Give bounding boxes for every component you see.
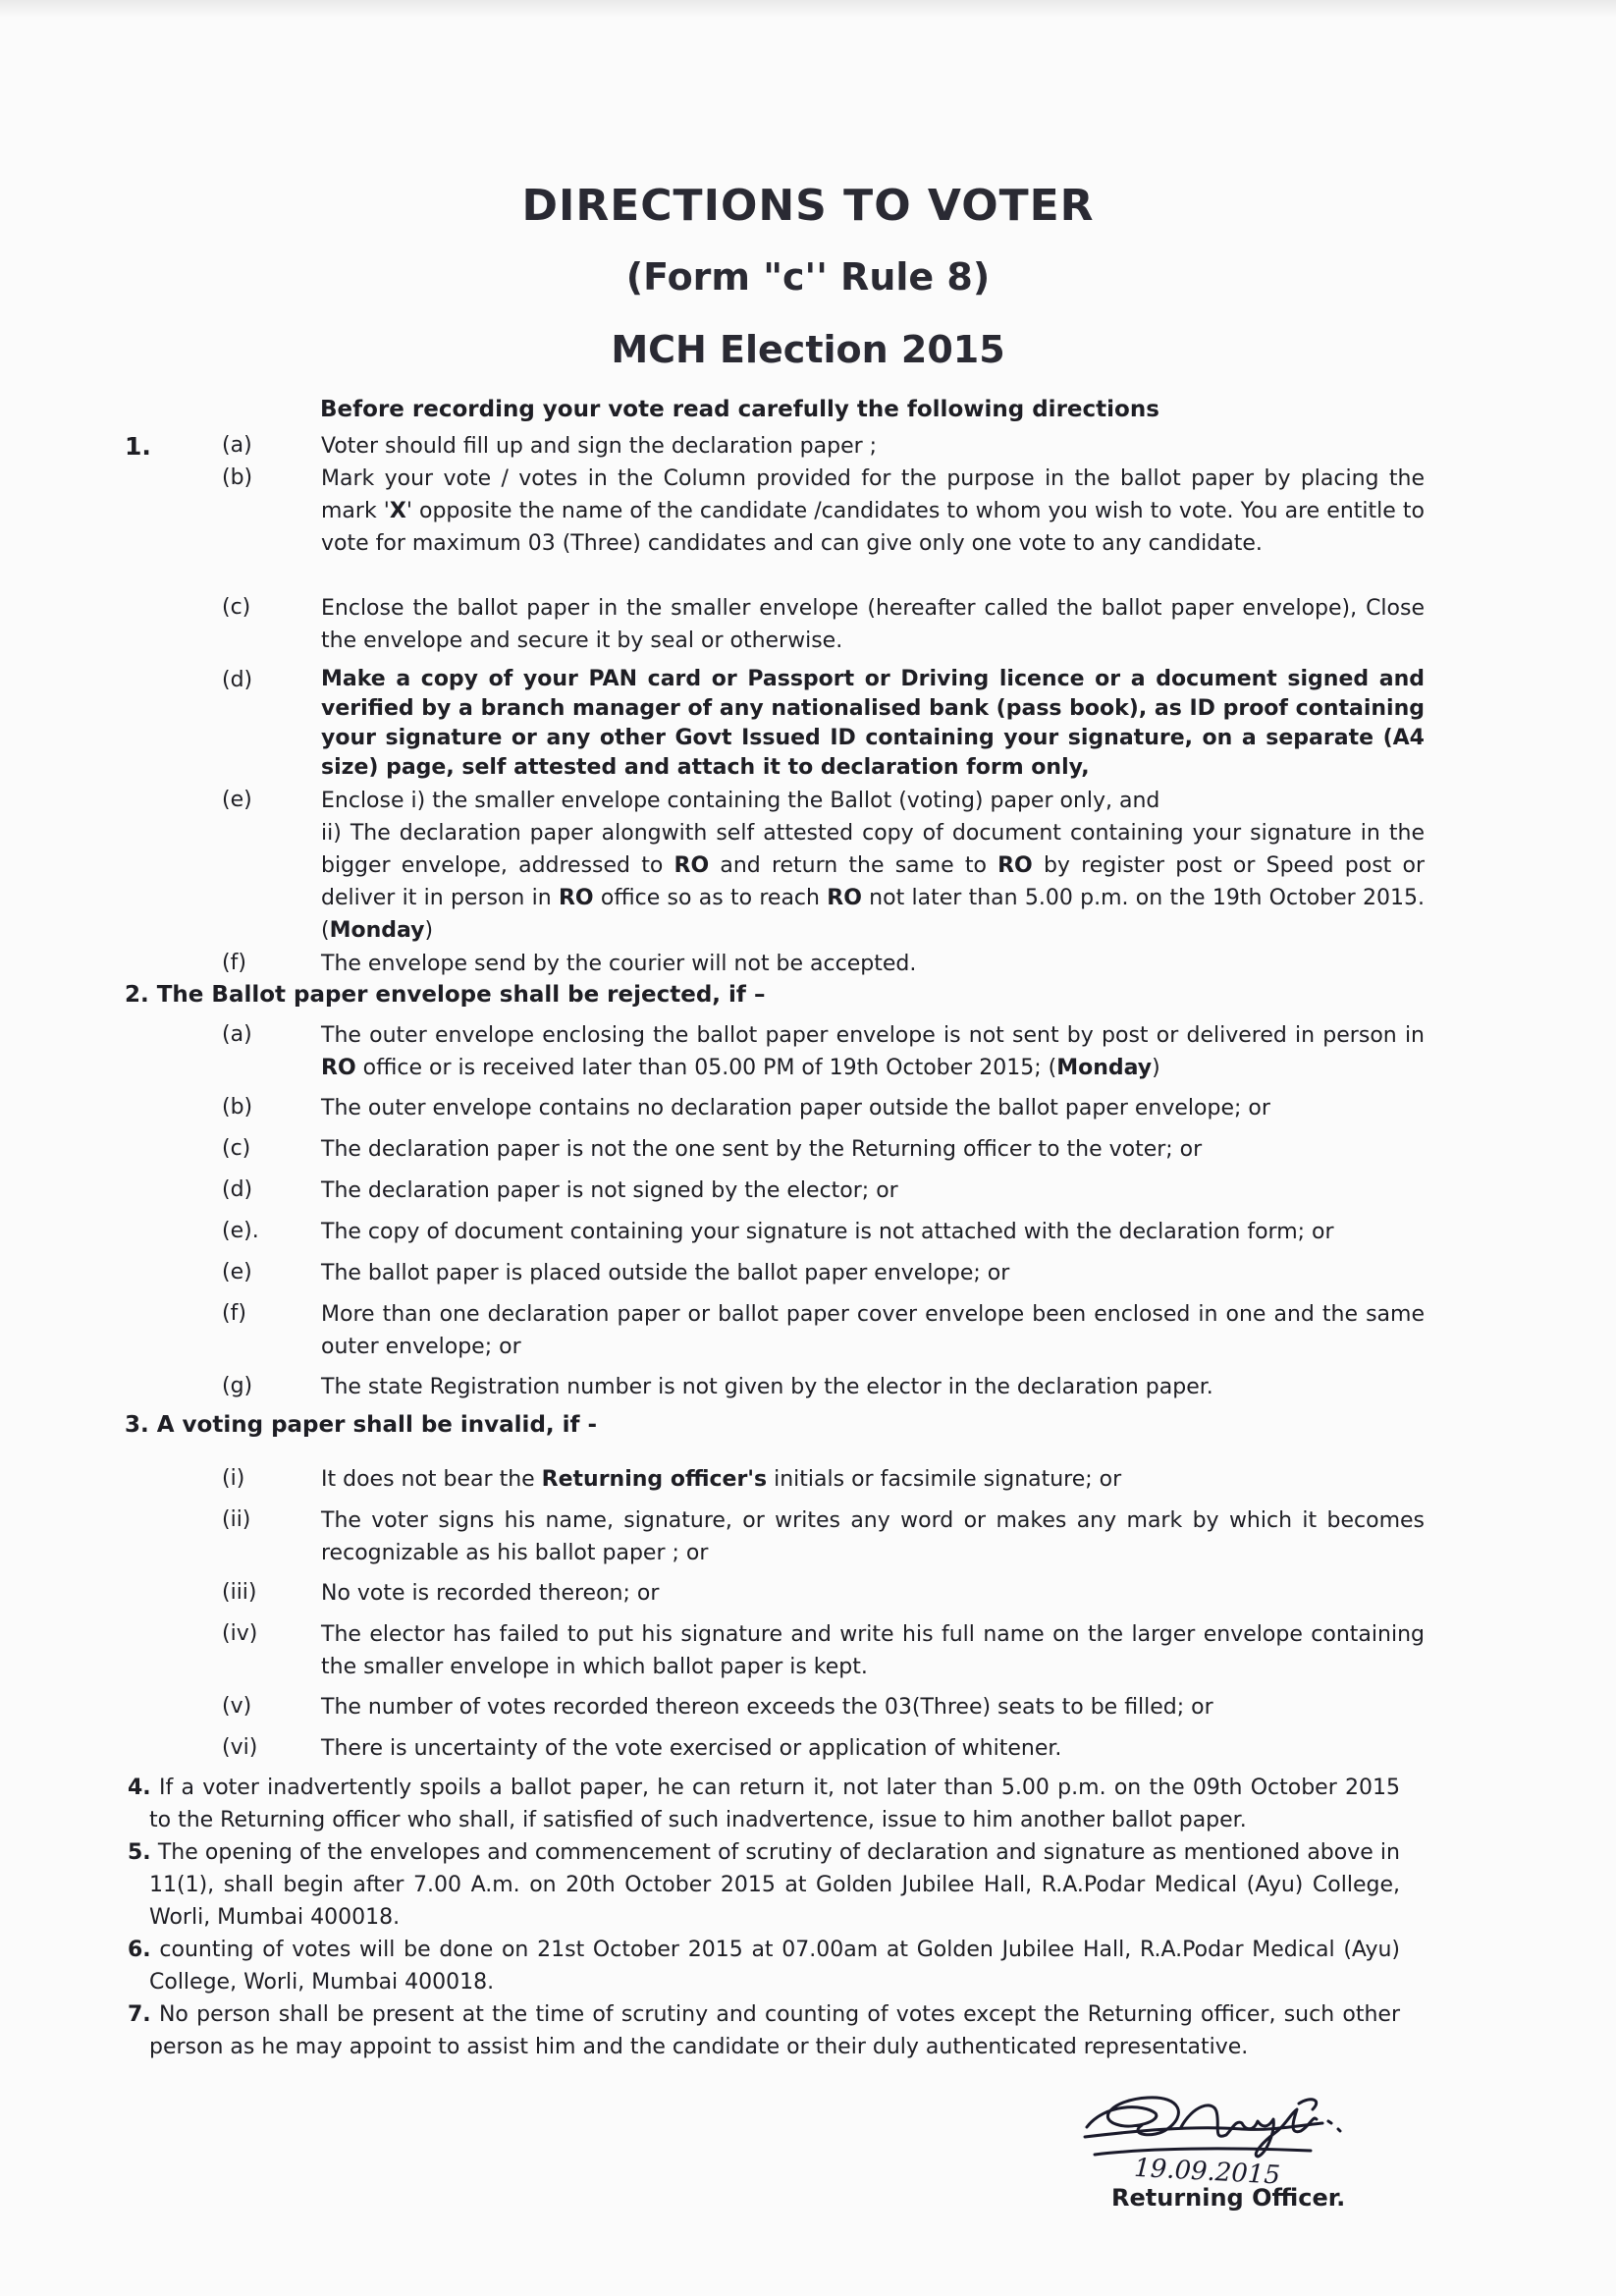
item-label: (b): [222, 465, 253, 490]
intro-instruction: Before recording your vote read carefully the following directions: [320, 397, 1159, 422]
signatory-title: Returning Officer.: [1111, 2184, 1346, 2212]
rejection-condition: The outer envelope contains no declaration paper outside the ballot paper envelope; or: [321, 1096, 1270, 1121]
election-title: MCH Election 2015: [611, 328, 1005, 371]
direction-text: Enclose i) the smaller envelope containing the Ballot (voting) paper only, and ii) The declaration paper alongwith self attested copy of document containing your signature in the bigger envelope, addressed to RO and return the same to RO by register post or Speed post or deliver it in person in RO office so as to reach RO not later than 5.00 p.m. on the 19th October 2015. (Monday): [321, 789, 1425, 943]
document-title: DIRECTIONS TO VOTER: [521, 181, 1095, 231]
rejection-condition: The outer envelope enclosing the ballot paper envelope is not sent by post or delivered in person in RO office or is received later than 05.00 PM of 19th October 2015; (Monday): [321, 1023, 1425, 1080]
signature-date: 19.09.2015: [1133, 2153, 1281, 2191]
item-label: (d): [222, 1177, 253, 1202]
item-label: (c): [222, 595, 251, 620]
direction-text: Enclose the ballot paper in the smaller envelope (hereafter called the ballot paper envelope), Close the envelope and secure it by seal or otherwise.: [321, 596, 1425, 653]
rejection-condition: The copy of document containing your signature is not attached with the declaration form; or: [321, 1220, 1334, 1244]
item-label: (c): [222, 1136, 251, 1161]
rejection-condition: The ballot paper is placed outside the ballot paper envelope; or: [321, 1261, 1010, 1285]
id-proof-direction: Make a copy of your PAN card or Passport or Driving licence or a document signed and verified by a branch manager of any nationalised bank (pass book), as ID proof containing your signature or any other Govt Issued ID containing your signature, on a separate (A4 size) page, self attested and attach it to declaration form only,: [321, 667, 1425, 780]
section-2-heading: 2. The Ballot paper envelope shall be rejected, if –: [125, 982, 766, 1008]
direction-text: Voter should fill up and sign the declaration paper ;: [321, 434, 878, 459]
item-label: (e): [222, 788, 252, 812]
section-3-heading: 3. A voting paper shall be invalid, if -: [125, 1412, 598, 1438]
item-label: (f): [222, 951, 246, 975]
item-label: (vi): [222, 1735, 258, 1760]
scan-edge-shadow: [0, 0, 1616, 18]
paragraph-6: 6. counting of votes will be done on 21st October 2015 at 07.00am at Golden Jubilee Hall, R.A.Podar Medical (Ayu) College, Worli, Mumbai 400018.: [128, 1938, 1401, 1995]
item-label: (d): [222, 668, 253, 692]
item-label: (g): [222, 1374, 253, 1398]
invalid-condition: The voter signs his name, signature, or writes any word or makes any mark by which it becomes recognizable as his ballot paper ; or: [321, 1508, 1425, 1565]
section-1-number: 1.: [125, 432, 151, 461]
rejection-condition: The declaration paper is not signed by the elector; or: [321, 1178, 898, 1203]
item-label: (f): [222, 1301, 246, 1326]
item-label: (e): [222, 1260, 252, 1285]
form-rule-subtitle: (Form "c'' Rule 8): [625, 255, 991, 299]
invalid-condition: The elector has failed to put his signature and write his full name on the larger envelope containing the smaller envelope in which ballot paper is kept.: [321, 1622, 1425, 1679]
direction-text: The envelope send by the courier will not be accepted.: [321, 952, 917, 976]
item-label: (iv): [222, 1621, 258, 1646]
item-label: (v): [222, 1694, 252, 1719]
item-label: (ii): [222, 1507, 251, 1532]
invalid-condition: No vote is recorded thereon; or: [321, 1581, 660, 1606]
rejection-condition: The declaration paper is not the one sent by the Returning officer to the voter; or: [321, 1137, 1203, 1162]
item-label: (iii): [222, 1580, 257, 1605]
paragraph-4: 4. If a voter inadvertently spoils a ballot paper, he can return it, not later than 5.00 p.m. on the 09th October 2015 to the Returning officer who shall, if satisfied of such inadvertence, issue to him another ballot paper.: [128, 1776, 1401, 1832]
item-label: (e).: [222, 1219, 259, 1243]
paragraph-5: 5. The opening of the envelopes and commencement of scrutiny of declaration and signature as mentioned above in 11(1), shall begin after 7.00 A.m. on 20th October 2015 at Golden Jubilee Hall, R.A.Podar Medical (Ayu) College, Worli, Mumbai 400018.: [128, 1840, 1400, 1930]
direction-text: Mark your vote / votes in the Column provided for the purpose in the ballot paper by placing the mark 'X' opposite the name of the candidate /candidates to whom you wish to vote. You are entitle to vote for maximum 03 (Three) candidates and can give only one vote to any candidate.: [321, 466, 1425, 556]
invalid-condition: The number of votes recorded thereon exceeds the 03(Three) seats to be filled; or: [321, 1695, 1213, 1720]
item-label: (a): [222, 1022, 252, 1047]
rejection-condition: The state Registration number is not given by the elector in the declaration paper.: [321, 1375, 1213, 1399]
paragraph-7: 7. No person shall be present at the time of scrutiny and counting of votes except the Returning officer, such other person as he may appoint to assist him and the candidate or their duly authenticated representative.: [128, 2002, 1400, 2059]
rejection-condition: More than one declaration paper or ballot paper cover envelope been enclosed in one and the same outer envelope; or: [321, 1302, 1425, 1359]
invalid-condition: It does not bear the Returning officer's initials or facsimile signature; or: [321, 1467, 1122, 1492]
item-label: (a): [222, 433, 252, 458]
item-label: (b): [222, 1095, 253, 1120]
invalid-condition: There is uncertainty of the vote exercised or application of whitener.: [321, 1736, 1062, 1761]
handwritten-signature: [1065, 2086, 1389, 2194]
item-label: (i): [222, 1466, 245, 1491]
